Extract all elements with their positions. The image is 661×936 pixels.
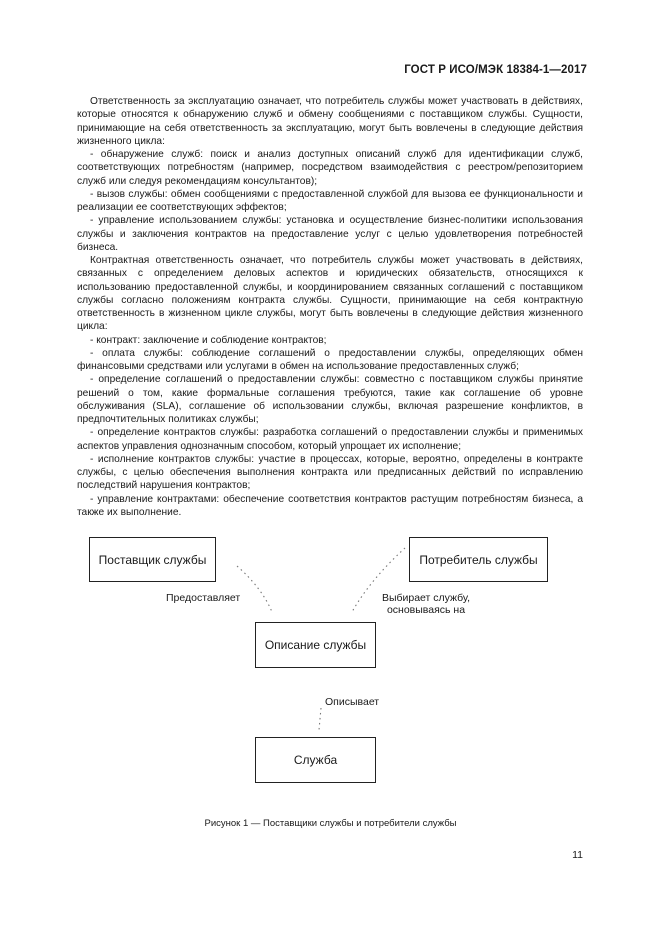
description-box-label: Описание службы	[264, 638, 367, 652]
service-box-label: Служба	[293, 753, 338, 767]
provider-box	[89, 537, 216, 582]
provides-label: Предоставляет	[166, 592, 241, 604]
provides-connector	[237, 566, 272, 612]
list-item: - определение соглашений о предоставлении службы: совместно с поставщиком службы принятие решений о том, какие формальные соглашения требуются, такие как соглашение об уровне обслуживания (SLA), соглашение об использовании службы, включая разрешение конфликтов, в предпочтительных политиках службы;	[77, 374, 583, 425]
figure-caption: Рисунок 1 — Поставщики службы и потребители службы	[204, 818, 457, 829]
consumer-box	[409, 537, 548, 582]
list-item: - обнаружение служб: поиск и анализ доступных описаний служб для идентификации служб, соответствующих потребностям (например, посредством взаимодействия с реестром/репозиторием служб или следуя рекомендациям консультантов);	[77, 149, 583, 187]
description-box	[255, 622, 376, 668]
list-item: - управление контрактами: обеспечение соответствия контрактов растущим потребностям бизнеса, а также их выполнение.	[77, 493, 583, 518]
list-item: - контракт: заключение и соблюдение контрактов;	[90, 334, 327, 346]
provider-box-label: Поставщик службы	[98, 552, 207, 567]
describes-connector	[319, 708, 321, 730]
list-item: - исполнение контрактов службы: участие в процессах, которые, вероятно, определены в контракте службы, с целью обеспечения выполнения контракта или предписанных действий по исправлению последствий нарушения контрактов;	[77, 453, 583, 492]
describes-label: Описывает	[325, 696, 380, 708]
selects-label: Выбирает службу, основываясь на	[381, 592, 471, 616]
paragraph: Контрактная ответственность означает, что потребитель службы может участвовать в действиях, связанных с определением деловых аспектов и юридических обязательств, относящихся к использованию предоставленной службы, и координированием связанных соглашений с поставщиком службы согласно положениям контракта службы. Сущности, принимающие на себя контрактную ответственность в жизненном цикле службы, могут быть вовлечены в следующие действия жизненного цикла:	[77, 255, 583, 333]
list-item: - оплата службы: соблюдение соглашений о предоставлении службы, определяющих обмен финансовыми средствами или услугами в обмен на использование предоставленных служб;	[77, 347, 583, 372]
list-item: - вызов службы: обмен сообщениями с предоставленной службой для вызова ее функциональности и реализации ее соответствующих эффектов;	[77, 188, 583, 213]
service-box	[255, 737, 376, 783]
page-number: 11	[572, 849, 583, 861]
standard-header: ГОСТ Р ИСО/МЭК 18384-1—2017	[404, 64, 587, 76]
list-item: - управление использованием службы: установка и осуществление бизнес-политики использования службы и заключения контрактов на предоставление услуг с целью удовлетворения потребностей бизнеса.	[77, 215, 583, 253]
list-item: - определение контрактов службы: разработка соглашений о предоставлении службы и применимых аспектов управления однозначным способом, который упрощает их исполнение;	[77, 427, 583, 452]
consumer-box-label: Потребитель службы	[419, 552, 538, 567]
paragraph: Ответственность за эксплуатацию означает, что потребитель службы может участвовать в действиях, которые относятся к обнаружению служб и обмену сообщениями с поставщиком службы. Сущности, принимающие на себя ответственность за эксплуатацию, могут быть вовлечены в следующие действия жизненного цикла:	[77, 96, 583, 147]
